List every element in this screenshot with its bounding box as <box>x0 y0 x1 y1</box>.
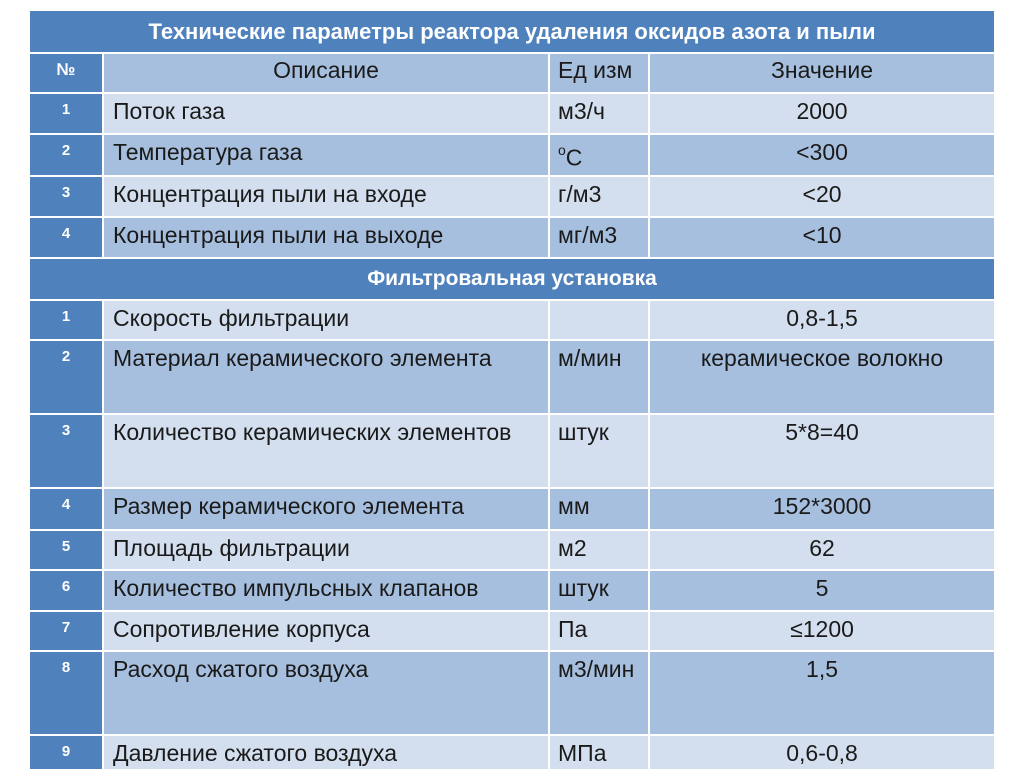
row-value: <300 <box>649 134 994 176</box>
table-row <box>29 217 994 258</box>
row-num: 2 <box>29 134 103 176</box>
row-description: Концентрация пыли на выходе <box>103 217 549 258</box>
row-description: Площадь фильтрации <box>103 530 549 570</box>
header-num: № <box>29 53 103 93</box>
row-value: <10 <box>649 217 994 258</box>
row-description: Материал керамического элемента <box>103 340 549 414</box>
row-value: ≤1200 <box>649 611 994 651</box>
row-unit: м3/мин <box>549 651 649 735</box>
table-row <box>29 300 994 340</box>
row-num: 1 <box>29 300 103 340</box>
degree-mark: о <box>558 142 566 158</box>
row-unit <box>549 300 649 340</box>
section-title: Фильтровальная установка <box>29 258 994 300</box>
row-unit: м3/ч <box>549 93 649 134</box>
row-description: Сопротивление корпуса <box>103 611 549 651</box>
table-header-row <box>29 53 994 93</box>
header-value: Значение <box>649 53 994 93</box>
row-value: <20 <box>649 176 994 217</box>
row-num: 8 <box>29 651 103 735</box>
row-unit: г/м3 <box>549 176 649 217</box>
header-unit: Ед изм <box>549 53 649 93</box>
unit-text: С <box>565 144 583 171</box>
table-row <box>29 611 994 651</box>
row-value: 0,6-0,8 <box>649 735 994 769</box>
row-description: Скорость фильтрации <box>103 300 549 340</box>
row-value: 62 <box>649 530 994 570</box>
row-num: 6 <box>29 570 103 611</box>
row-unit: Па <box>549 611 649 651</box>
parameters-sheet <box>28 9 994 769</box>
row-unit: м2 <box>549 530 649 570</box>
row-value: 152*3000 <box>649 488 994 530</box>
table-row <box>29 488 994 530</box>
table-row <box>29 570 994 611</box>
row-unit <box>549 134 649 176</box>
row-num: 3 <box>29 414 103 488</box>
row-value: 5 <box>649 570 994 611</box>
row-value: керамическое волокно <box>649 340 994 414</box>
table-title: Технические параметры реактора удаления оксидов азота и пыли <box>29 10 994 53</box>
row-unit: штук <box>549 414 649 488</box>
header-description: Описание <box>103 53 549 93</box>
table-row <box>29 414 994 488</box>
row-description: Количество керамических элементов <box>103 414 549 488</box>
row-num: 9 <box>29 735 103 769</box>
row-unit: штук <box>549 570 649 611</box>
row-description: Количество импульсных клапанов <box>103 570 549 611</box>
table-row <box>29 735 994 769</box>
row-value: 1,5 <box>649 651 994 735</box>
table-row <box>29 93 994 134</box>
table-row <box>29 134 994 176</box>
row-unit: м/мин <box>549 340 649 414</box>
row-num: 3 <box>29 176 103 217</box>
row-description: Расход сжатого воздуха <box>103 651 549 735</box>
row-num: 2 <box>29 340 103 414</box>
row-unit: мг/м3 <box>549 217 649 258</box>
parameters-table <box>28 9 994 769</box>
row-unit: МПа <box>549 735 649 769</box>
row-num: 1 <box>29 93 103 134</box>
row-num: 4 <box>29 217 103 258</box>
table-row <box>29 340 994 414</box>
row-description: Поток газа <box>103 93 549 134</box>
section-row <box>29 258 994 300</box>
row-num: 5 <box>29 530 103 570</box>
row-unit: мм <box>549 488 649 530</box>
row-num: 7 <box>29 611 103 651</box>
table-row <box>29 176 994 217</box>
row-description: Давление сжатого воздуха <box>103 735 549 769</box>
row-num: 4 <box>29 488 103 530</box>
row-description: Размер керамического элемента <box>103 488 549 530</box>
table-row <box>29 530 994 570</box>
row-value: 2000 <box>649 93 994 134</box>
row-value: 0,8-1,5 <box>649 300 994 340</box>
row-description: Концентрация пыли на входе <box>103 176 549 217</box>
table-title-row <box>29 10 994 53</box>
row-description: Температура газа <box>103 134 549 176</box>
row-value: 5*8=40 <box>649 414 994 488</box>
table-row <box>29 651 994 735</box>
